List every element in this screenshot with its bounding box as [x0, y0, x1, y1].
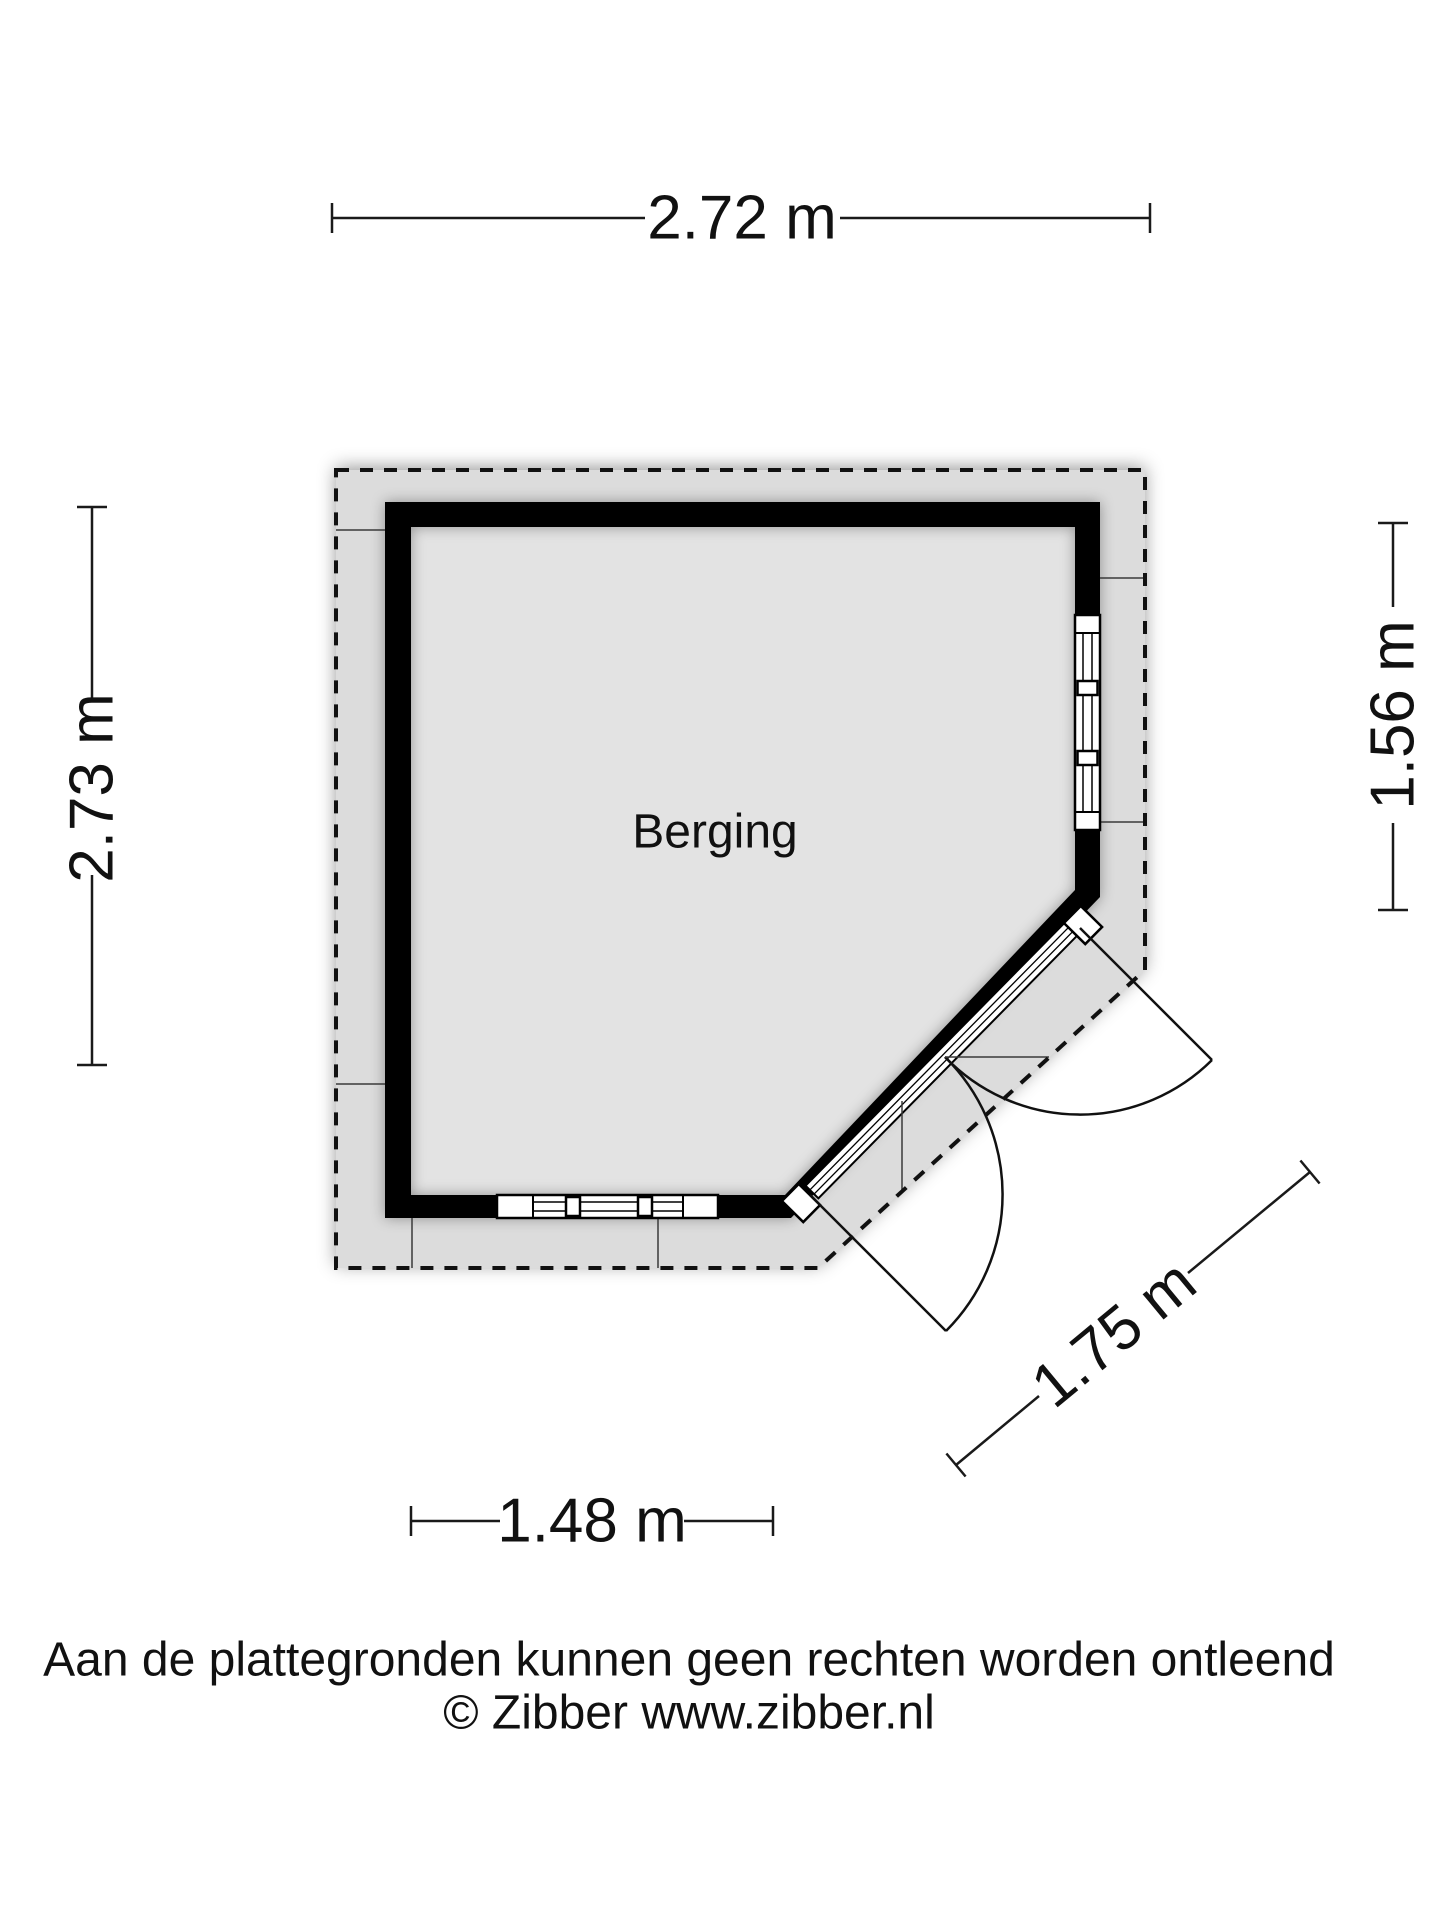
- window-bottom: [497, 1195, 718, 1218]
- dimension-right-label: 1.56 m: [1358, 620, 1428, 810]
- floorplan-footprint: [336, 470, 1145, 1268]
- window-right: [1075, 615, 1100, 830]
- dimension-diagonal-label: 1.75 m: [1018, 1247, 1210, 1421]
- dimension-bottom-label: 1.48 m: [497, 1486, 687, 1556]
- disclaimer-line1: Aan de plattegronden kunnen geen rechten worden ontleend: [43, 1633, 1335, 1687]
- dimension-left-label: 2.73 m: [57, 693, 127, 883]
- room-label: Berging: [632, 805, 798, 859]
- dimension-top-label: 2.72 m: [647, 183, 837, 253]
- disclaimer-line2: © Zibber www.zibber.nl: [443, 1686, 935, 1740]
- door-open-leaf-lower: [810, 1195, 946, 1331]
